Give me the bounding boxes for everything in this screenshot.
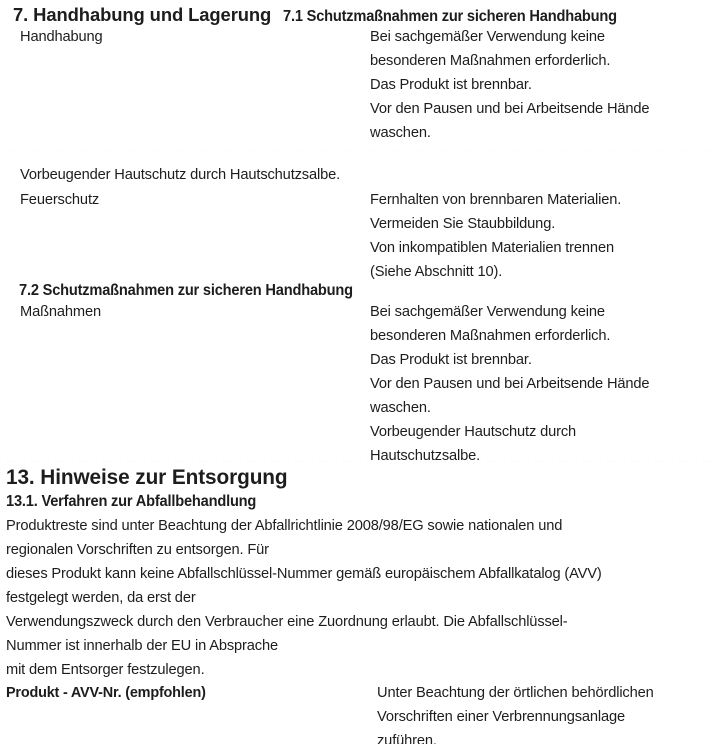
row-value-line: Bei sachgemäßer Verwendung keine: [370, 303, 605, 320]
section-13-heading: 13. Hinweise zur Entsorgung: [6, 466, 288, 489]
row-value-line: besonderen Maßnahmen erforderlich.: [370, 52, 611, 69]
section-7-heading: 7. Handhabung und Lagerung: [13, 4, 272, 25]
row-value-line: Das Produkt ist brennbar.: [370, 76, 532, 93]
row-value-line: Unter Beachtung der örtlichen behördlichen: [377, 684, 654, 701]
paragraph-line: Produktreste sind unter Beachtung der Abfallrichtlinie 2008/98/EG sowie nationalen und: [6, 517, 563, 534]
paragraph-line: mit dem Entsorger festzulegen.: [6, 661, 205, 678]
section-7-2-heading: 7.2 Schutzmaßnahmen zur sicheren Handhabung: [19, 282, 353, 299]
paragraph-line: festgelegt werden, da erst der: [6, 589, 196, 606]
row-value-line: Vorschriften einer Verbrennungsanlage: [377, 708, 626, 725]
row-value-line: Vorbeugender Hautschutz durch: [370, 423, 577, 440]
row-value-line: Hautschutzsalbe.: [370, 447, 481, 464]
row-value-line: zuführen.: [377, 732, 437, 744]
row-label-handhabung: Handhabung: [20, 28, 103, 45]
row-value-line: Von inkompatiblen Materialien trennen: [370, 239, 614, 256]
standalone-hautschutz-line: Vorbeugender Hautschutz durch Hautschutzsalbe.: [20, 166, 341, 183]
row-value-line: waschen.: [370, 124, 431, 141]
row-label-produkt-avv-nr: Produkt - AVV-Nr. (empfohlen): [6, 684, 206, 701]
paragraph-line: regionalen Vorschriften zu entsorgen. Für: [6, 541, 269, 558]
section-7-1-heading-inline: 7.1 Schutzmaßnahmen zur sicheren Handhabung: [283, 8, 617, 25]
row-value-line: Vor den Pausen und bei Arbeitsende Hände: [370, 100, 650, 117]
row-value-line: Vermeiden Sie Staubbildung.: [370, 215, 556, 232]
row-value-line: Das Produkt ist brennbar.: [370, 351, 532, 368]
row-value-line: besonderen Maßnahmen erforderlich.: [370, 327, 611, 344]
row-value-line: Vor den Pausen und bei Arbeitsende Hände: [370, 375, 650, 392]
row-value-line: (Siehe Abschnitt 10).: [370, 263, 503, 280]
row-value-line: Fernhalten von brennbaren Materialien.: [370, 191, 622, 208]
row-value-line: waschen.: [370, 399, 431, 416]
paragraph-line: dieses Produkt kann keine Abfallschlüssel-Nummer gemäß europäischem Abfallkatalog (AVV): [6, 565, 602, 582]
paragraph-line: Verwendungszweck durch den Verbraucher eine Zuordnung erlaubt. Die Abfallschlüssel-: [6, 613, 568, 630]
section-13-1-heading: 13.1. Verfahren zur Abfallbehandlung: [6, 493, 257, 510]
scan-speckle: [0, 150, 720, 153]
row-label-massnahmen: Maßnahmen: [20, 303, 101, 320]
row-label-feuerschutz: Feuerschutz: [20, 191, 100, 208]
paragraph-line: Nummer ist innerhalb der EU in Absprache: [6, 637, 278, 654]
scan-speckle: [0, 460, 720, 463]
row-value-line: Bei sachgemäßer Verwendung keine: [370, 28, 605, 45]
